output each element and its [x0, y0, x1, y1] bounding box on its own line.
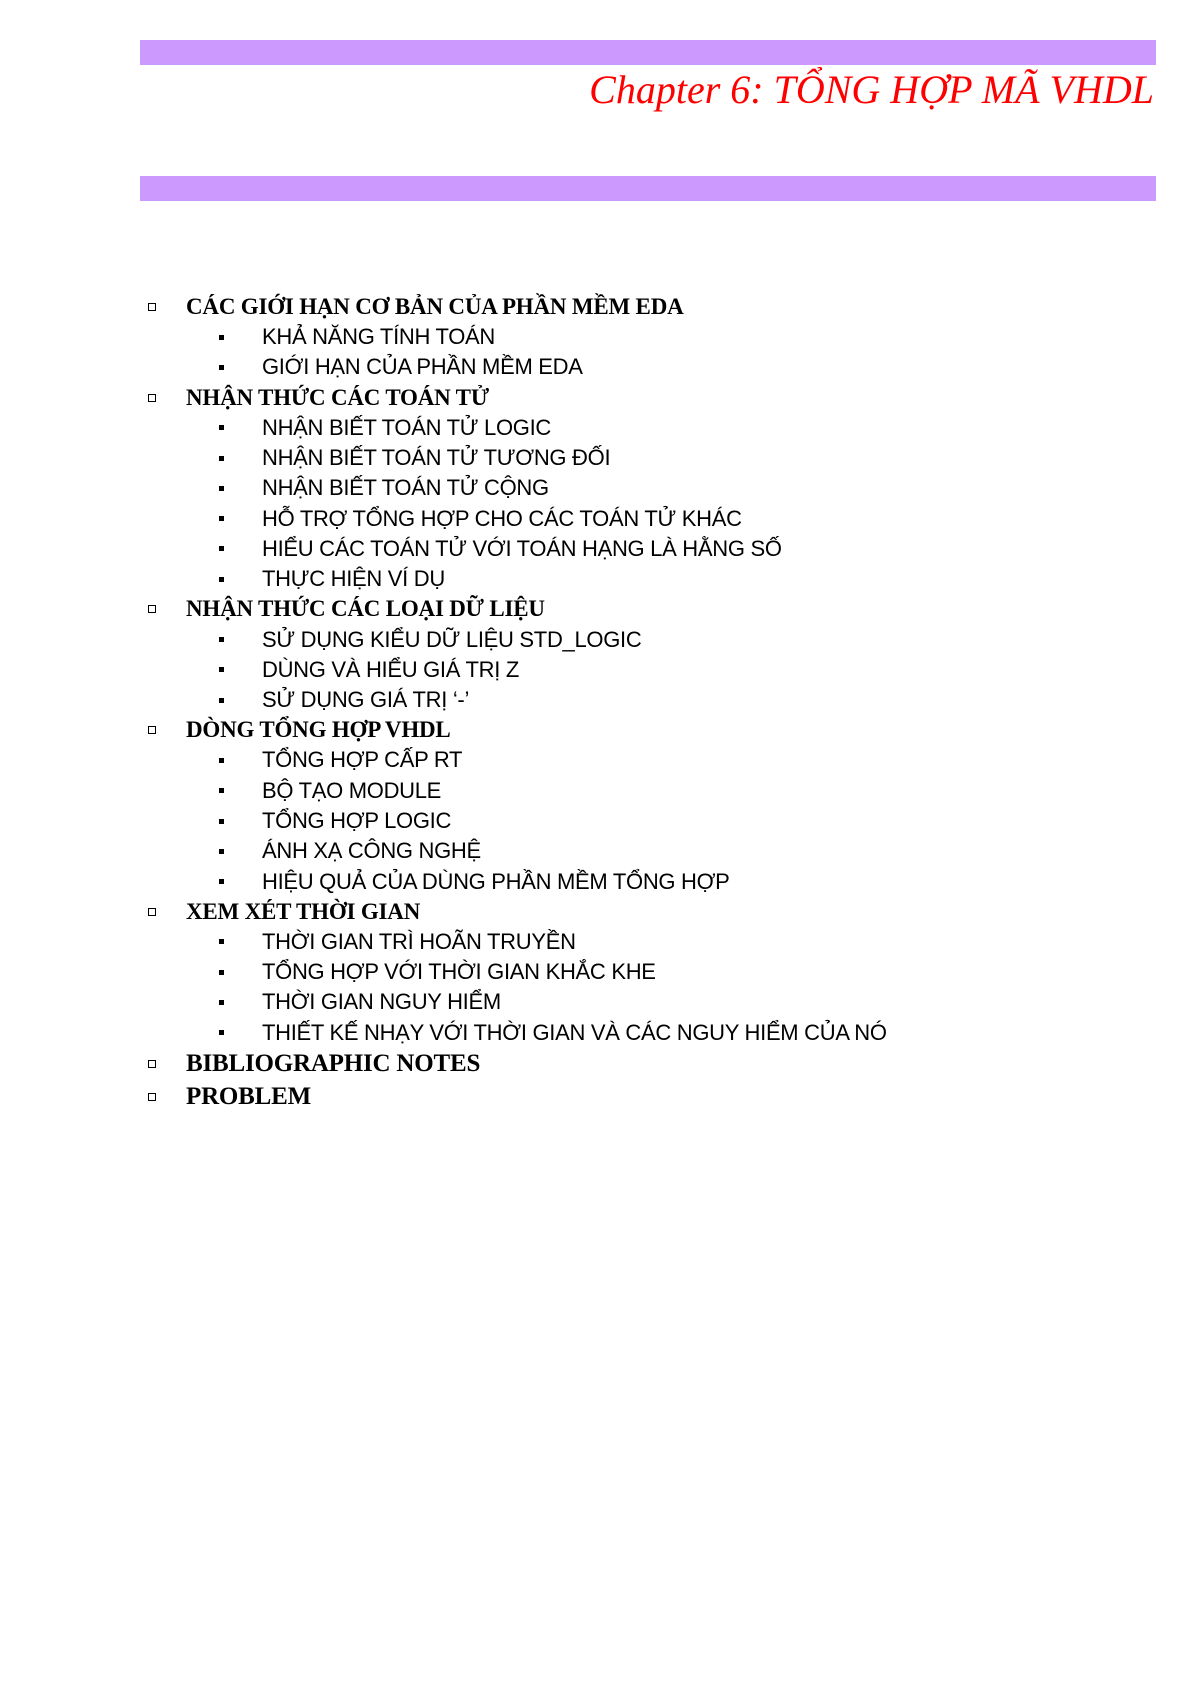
subitem-label: TỔNG HỢP LOGIC: [262, 808, 452, 833]
outline-subitem: [144, 564, 1144, 594]
outline-subitem: [144, 987, 1144, 1017]
outline-subitem: [144, 473, 1144, 503]
outline-subitem: [144, 655, 1144, 685]
subitem-label: NHẬN BIẾT TOÁN TỬ TƯƠNG ĐỐI: [262, 445, 611, 471]
outline-section: [144, 383, 1144, 595]
subitem-label: THỜI GIAN NGUY HIỂM: [262, 989, 501, 1015]
chapter-title: Chapter 6: TỔNG HỢP MÃ VHDL: [589, 67, 1154, 112]
subitem-label: HỖ TRỢ TỔNG HỢP CHO CÁC TOÁN TỬ KHÁC: [262, 505, 742, 531]
outline-subitem: [144, 836, 1144, 866]
section-heading: [144, 715, 1144, 745]
outline-subitem: [144, 957, 1144, 987]
outline-subitem: [144, 776, 1144, 806]
subitem-label: THIẾT KẾ NHẠY VỚI THỜI GIAN VÀ CÁC NGUY HIỂM CỦA NÓ: [262, 1019, 887, 1045]
outline-subitem: [144, 534, 1144, 564]
outline-subitem: [144, 685, 1144, 715]
subitem-label: HIỂU CÁC TOÁN TỬ VỚI TOÁN HẠNG LÀ HẰNG SỐ: [262, 535, 782, 561]
section-heading: [144, 897, 1144, 927]
hollow-square-bullet-icon: [148, 605, 156, 613]
outline-subitem: [144, 806, 1144, 836]
square-bullet-icon: [219, 456, 224, 461]
subitem-label: KHẢ NĂNG TÍNH TOÁN: [262, 324, 495, 350]
subitem-list: [144, 413, 1144, 595]
subitem-label: ÁNH XẠ CÔNG NGHỆ: [262, 838, 481, 864]
outline-section: [144, 292, 1144, 383]
square-bullet-icon: [219, 758, 224, 763]
square-bullet-icon: [219, 667, 224, 672]
subitem-label: SỬ DỤNG GIÁ TRỊ ‘-’: [262, 687, 470, 713]
square-bullet-icon: [219, 486, 224, 491]
hollow-square-bullet-icon: [148, 1093, 156, 1101]
square-bullet-icon: [219, 698, 224, 703]
hollow-square-bullet-icon: [148, 726, 156, 734]
square-bullet-icon: [219, 637, 224, 642]
outline-section: [144, 1081, 1144, 1114]
square-bullet-icon: [219, 970, 224, 975]
header-band-bottom: [140, 176, 1156, 201]
outline-subitem: [144, 322, 1144, 352]
subitem-list: [144, 927, 1144, 1048]
section-heading: [144, 1048, 1144, 1081]
section-heading: [144, 292, 1144, 322]
hollow-square-bullet-icon: [148, 908, 156, 916]
subitem-label: NHẬN BIẾT TOÁN TỬ CỘNG: [262, 475, 549, 501]
outline-subitem: [144, 745, 1144, 775]
square-bullet-icon: [219, 546, 224, 551]
outline-subitem: [144, 1018, 1144, 1048]
subitem-label: HIỆU QUẢ CỦA DÙNG PHẦN MỀM TỔNG HỢP: [262, 868, 730, 894]
square-bullet-icon: [219, 425, 224, 430]
hollow-square-bullet-icon: [148, 303, 156, 311]
outline-subitem: [144, 503, 1144, 533]
subitem-label: GIỚI HẠN CỦA PHẦN MỀM EDA: [262, 354, 583, 380]
outline-section: [144, 594, 1144, 715]
square-bullet-icon: [219, 335, 224, 340]
subitem-label: TỔNG HỢP VỚI THỜI GIAN KHẮC KHE: [262, 959, 656, 985]
square-bullet-icon: [219, 516, 224, 521]
section-label: DÒNG TỔNG HỢP VHDL: [186, 717, 451, 743]
subitem-label: NHẬN BIẾT TOÁN TỬ LOGIC: [262, 414, 551, 440]
square-bullet-icon: [219, 365, 224, 370]
hollow-square-bullet-icon: [148, 394, 156, 402]
square-bullet-icon: [219, 849, 224, 854]
section-label: XEM XÉT THỜI GIAN: [186, 898, 421, 924]
outline-subitem: [144, 413, 1144, 443]
outline-subitem: [144, 866, 1144, 896]
outline-subitem: [144, 927, 1144, 957]
square-bullet-icon: [219, 879, 224, 884]
square-bullet-icon: [219, 1000, 224, 1005]
section-label: PROBLEM: [186, 1083, 311, 1111]
outline-subitem: [144, 443, 1144, 473]
outline-subitem: [144, 624, 1144, 654]
square-bullet-icon: [219, 788, 224, 793]
subitem-list: [144, 322, 1144, 383]
section-heading: [144, 1081, 1144, 1114]
outline-subitem: [144, 352, 1144, 382]
subitem-list: [144, 745, 1144, 896]
outline-section: [144, 715, 1144, 896]
section-label: BIBLIOGRAPHIC NOTES: [186, 1050, 481, 1078]
square-bullet-icon: [219, 819, 224, 824]
subitem-label: SỬ DỤNG KIỂU DỮ LIỆU STD_LOGIC: [262, 626, 642, 652]
hollow-square-bullet-icon: [148, 1060, 156, 1068]
outline-section: [144, 897, 1144, 1048]
section-label: NHẬN THỨC CÁC LOẠI DỮ LIỆU: [186, 596, 545, 622]
square-bullet-icon: [219, 939, 224, 944]
square-bullet-icon: [219, 1030, 224, 1035]
square-bullet-icon: [219, 577, 224, 582]
section-heading: [144, 383, 1144, 413]
section-heading: [144, 594, 1144, 624]
subitem-label: THỜI GIAN TRÌ HOÃN TRUYỀN: [262, 928, 576, 954]
chapter-outline: [144, 292, 1144, 1114]
outline-section: [144, 1048, 1144, 1081]
section-label: CÁC GIỚI HẠN CƠ BẢN CỦA PHẦN MỀM EDA: [186, 294, 684, 319]
subitem-label: DÙNG VÀ HIỂU GIÁ TRỊ Z: [262, 656, 520, 682]
subitem-list: [144, 624, 1144, 715]
subitem-label: THỰC HIỆN VÍ DỤ: [262, 566, 445, 592]
section-label: NHẬN THỨC CÁC TOÁN TỬ: [186, 384, 489, 410]
subitem-label: TỔNG HỢP CẤP RT: [262, 747, 463, 773]
subitem-label: BỘ TẠO MODULE: [262, 777, 442, 803]
